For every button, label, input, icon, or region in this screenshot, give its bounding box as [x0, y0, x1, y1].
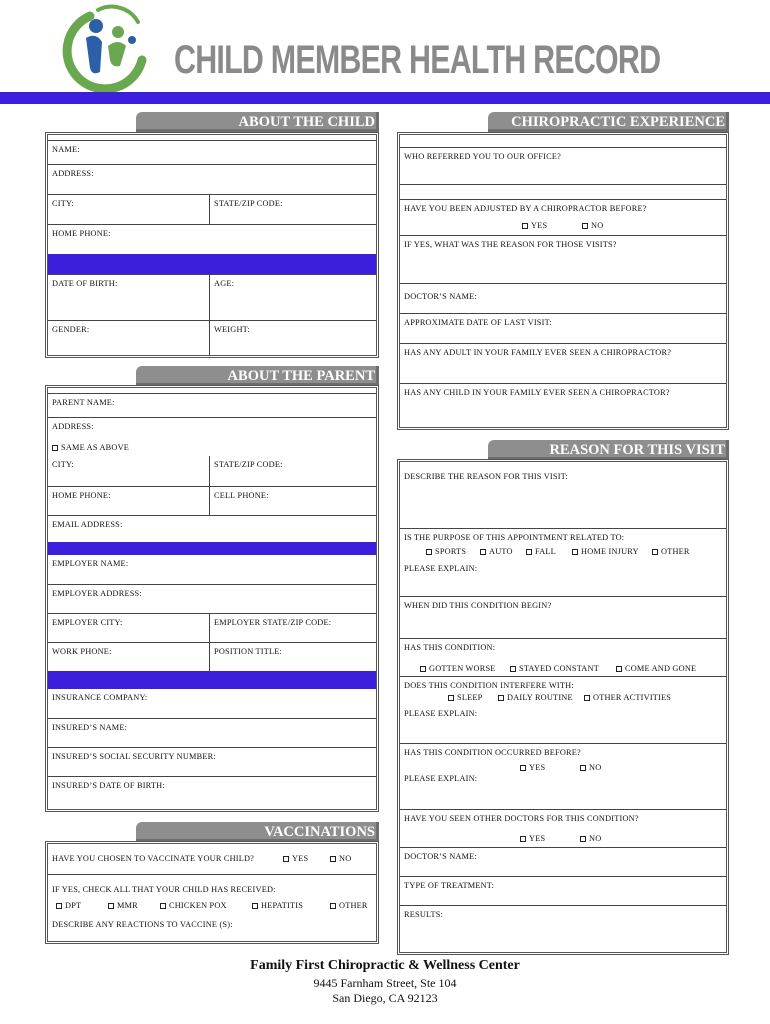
condition-constant-label: STAYED CONSTANT — [519, 664, 599, 673]
position-title-field[interactable] — [209, 643, 376, 671]
occurred-no-label: NO — [589, 763, 602, 772]
last-visit-date-field[interactable] — [400, 313, 726, 343]
child-city-field[interactable] — [48, 195, 209, 224]
parent-section-divider-2 — [48, 671, 376, 689]
insurance-company-field[interactable] — [48, 689, 376, 718]
occurred-before-row — [400, 743, 726, 809]
child-weight-label: WEIGHT: — [214, 325, 251, 334]
purpose-other-checkbox[interactable] — [652, 547, 690, 556]
tab-chiropractic-experience: CHIROPRACTIC EXPERIENCE — [488, 112, 729, 132]
employer-address-label: EMPLOYER ADDRESS: — [52, 589, 142, 598]
child-city-label: CITY: — [52, 199, 74, 208]
purpose-other-label: OTHER — [661, 547, 690, 556]
parent-state-zip-label: STATE/ZIP CODE: — [214, 460, 283, 469]
vaccine-chicken-pox-checkbox[interactable] — [160, 901, 227, 910]
child-home-phone-field[interactable] — [48, 224, 376, 254]
interfere-explain-label: PLEASE EXPLAIN: — [404, 709, 478, 718]
condition-progress-row — [400, 638, 726, 676]
interfere-daily-routine-label: DAILY ROUTINE — [507, 693, 573, 702]
checkbox-icon — [584, 695, 590, 701]
purpose-fall-checkbox[interactable] — [526, 547, 556, 556]
checkbox-icon — [498, 695, 504, 701]
checkbox-icon — [526, 549, 532, 555]
interfere-other-activities-checkbox[interactable] — [584, 693, 671, 702]
checkbox-icon — [52, 445, 58, 451]
interfere-daily-routine-checkbox[interactable] — [498, 693, 573, 702]
vaccine-other-checkbox[interactable] — [330, 901, 368, 910]
employer-name-label: EMPLOYER NAME: — [52, 559, 129, 568]
tab-about-the-parent: ABOUT THE PARENT — [136, 366, 379, 386]
occurred-yes-label: YES — [529, 763, 546, 772]
about-parent-panel — [45, 385, 379, 812]
parent-email-field[interactable] — [48, 515, 376, 542]
referred-by-field[interactable] — [400, 147, 726, 184]
tab-reason-for-this-visit: REASON FOR THIS VISIT — [488, 440, 729, 460]
treatment-results-label: RESULTS: — [404, 910, 444, 919]
other-doctors-label: HAVE YOU SEEN OTHER DOCTORS FOR THIS CONDITION? — [404, 814, 639, 823]
parent-cell-phone-label: CELL PHONE: — [214, 491, 269, 500]
purpose-sports-checkbox[interactable] — [426, 547, 466, 556]
employer-city-field[interactable] — [48, 614, 209, 642]
purpose-auto-checkbox[interactable] — [480, 547, 513, 556]
insureds-dob-label: INSURED’S DATE OF BIRTH: — [52, 781, 165, 790]
other-doctors-yes-label: YES — [529, 834, 546, 843]
reason-previous-visits-label: IF YES, WHAT WAS THE REASON FOR THOSE VISITS? — [404, 240, 617, 249]
page-title: CHILD MEMBER HEALTH RECORD — [174, 38, 661, 82]
condition-worse-label: GOTTEN WORSE — [429, 664, 496, 673]
same-as-above-label: SAME AS ABOVE — [61, 443, 130, 452]
vaccinate-question-label: HAVE YOU CHOSEN TO VACCINATE YOUR CHILD? — [52, 854, 255, 863]
last-visit-date-label: APPROXIMATE DATE OF LAST VISIT: — [404, 318, 552, 327]
child-family-chiro-field[interactable] — [400, 383, 726, 427]
vaccine-other-label: OTHER — [339, 901, 368, 910]
employer-address-field[interactable] — [48, 584, 376, 613]
checkbox-icon — [426, 549, 432, 555]
tab-about-the-child: ABOUT THE CHILD — [136, 112, 379, 132]
insureds-ssn-field[interactable] — [48, 747, 376, 776]
checkbox-icon — [56, 903, 62, 909]
condition-progress-label: HAS THIS CONDITION: — [404, 643, 496, 652]
other-doctor-name-field[interactable] — [400, 847, 726, 876]
vaccine-hepatitis-checkbox[interactable] — [252, 901, 303, 910]
child-section-divider — [48, 254, 376, 274]
child-gender-label: GENDER: — [52, 325, 90, 334]
interfere-other-activities-label: OTHER ACTIVITIES — [593, 693, 672, 702]
vaccine-chicken-pox-label: CHICKEN POX — [169, 901, 227, 910]
adult-family-chiro-label: HAS ANY ADULT IN YOUR FAMILY EVER SEEN A CHIROPRACTOR? — [404, 348, 672, 357]
child-address-label: ADDRESS: — [52, 169, 94, 178]
vaccine-hepatitis-label: HEPATITIS — [261, 901, 304, 910]
employer-city-label: EMPLOYER CITY: — [52, 618, 123, 627]
occurred-before-label: HAS THIS CONDITION OCCURRED BEFORE? — [404, 748, 581, 757]
work-phone-field[interactable] — [48, 643, 209, 671]
purpose-auto-label: AUTO — [489, 547, 513, 556]
parent-city-label: CITY: — [52, 460, 74, 469]
checkbox-icon — [572, 549, 578, 555]
employer-state-zip-field[interactable] — [209, 614, 376, 642]
child-age-field[interactable] — [209, 275, 376, 320]
other-doctors-yes-checkbox[interactable] — [520, 834, 545, 843]
child-state-zip-field[interactable] — [209, 195, 376, 224]
footer-clinic-name: Family First Chiropractic & Wellness Center — [250, 958, 520, 973]
previous-doctor-name-label: DOCTOR’S NAME: — [404, 292, 477, 301]
checkbox-icon — [420, 666, 426, 672]
tab-vaccinations: VACCINATIONS — [136, 822, 379, 842]
reason-previous-visits-field[interactable] — [400, 235, 726, 283]
vaccine-reactions-field[interactable] — [48, 912, 376, 941]
other-doctors-no-checkbox[interactable] — [580, 834, 601, 843]
header-accent-bar — [0, 92, 770, 104]
adjusted-before-row — [400, 199, 726, 235]
vaccinate-yes-label: YES — [292, 854, 309, 863]
purpose-home-injury-label: HOME INJURY — [581, 547, 639, 556]
checkbox-icon — [108, 903, 114, 909]
vaccine-dpt-label: DPT — [65, 901, 82, 910]
parent-state-zip-field[interactable] — [209, 456, 376, 486]
visit-reason-label: DESCRIBE THE REASON FOR THIS VISIT: — [404, 472, 569, 481]
condition-begin-field[interactable] — [400, 596, 726, 638]
child-home-phone-label: HOME PHONE: — [52, 229, 111, 238]
condition-interfere-label: DOES THIS CONDITION INTERFERE WITH: — [404, 681, 574, 690]
employer-state-zip-label: EMPLOYER STATE/ZIP CODE: — [214, 618, 332, 627]
child-family-chiro-label: HAS ANY CHILD IN YOUR FAMILY EVER SEEN A CHIROPRACTOR? — [404, 388, 670, 397]
checkbox-icon — [283, 856, 289, 862]
visit-reason-field[interactable] — [400, 462, 726, 528]
insureds-name-field[interactable] — [48, 718, 376, 747]
parent-address-field[interactable] — [48, 417, 376, 461]
condition-begin-label: WHEN DID THIS CONDITION BEGIN? — [404, 601, 552, 610]
checkbox-icon — [448, 695, 454, 701]
occurred-yes-checkbox[interactable] — [520, 763, 545, 772]
footer-street-address: 9445 Farnham Street, Ste 104 — [313, 976, 457, 990]
adjusted-yes-checkbox[interactable] — [522, 221, 547, 230]
employer-name-field[interactable] — [48, 555, 376, 584]
vaccinate-no-label: NO — [339, 854, 352, 863]
checkbox-icon — [520, 836, 526, 842]
appointment-purpose-row — [400, 528, 726, 596]
checkbox-icon — [652, 549, 658, 555]
purpose-home-injury-checkbox[interactable] — [572, 547, 639, 556]
treatment-type-label: TYPE OF TREATMENT: — [404, 881, 495, 890]
child-dob-label: DATE OF BIRTH: — [52, 279, 118, 288]
treatment-results-field[interactable] — [400, 905, 726, 952]
parent-city-field[interactable] — [48, 456, 209, 486]
appointment-purpose-label: IS THE PURPOSE OF THIS APPOINTMENT RELATED TO: — [404, 533, 625, 542]
footer-city-address: San Diego, CA 92123 — [332, 991, 438, 1005]
checkbox-icon — [520, 765, 526, 771]
checkbox-icon — [616, 666, 622, 672]
insureds-name-label: INSURED’S NAME: — [52, 723, 128, 732]
parent-email-label: EMAIL ADDRESS: — [52, 520, 123, 529]
condition-interfere-row — [400, 676, 726, 743]
parent-section-divider-1 — [48, 542, 376, 555]
checkbox-icon — [510, 666, 516, 672]
vaccinations-panel — [45, 841, 379, 944]
checkbox-icon — [580, 765, 586, 771]
checkbox-icon — [522, 223, 528, 229]
adjusted-yes-label: YES — [531, 221, 548, 230]
checkbox-icon — [160, 903, 166, 909]
vaccine-dpt-checkbox[interactable] — [56, 901, 81, 910]
child-name-label: NAME: — [52, 145, 80, 154]
vaccines-received-label: IF YES, CHECK ALL THAT YOUR CHILD HAS RECEIVED: — [52, 885, 276, 894]
child-name-field[interactable] — [48, 140, 376, 164]
adjusted-no-label: NO — [591, 221, 604, 230]
child-dob-field[interactable] — [48, 275, 209, 320]
purpose-sports-label: SPORTS — [435, 547, 467, 556]
insurance-company-label: INSURANCE COMPANY: — [52, 693, 148, 702]
interfere-sleep-checkbox[interactable] — [448, 693, 482, 702]
child-weight-field[interactable] — [209, 321, 376, 355]
condition-come-gone-checkbox[interactable] — [616, 664, 696, 673]
other-doctors-row — [400, 809, 726, 847]
previous-doctor-name-field[interactable] — [400, 283, 726, 313]
interfere-sleep-label: SLEEP — [457, 693, 483, 702]
other-doctor-name-label: DOCTOR’S NAME: — [404, 852, 477, 861]
referred-by-label: WHO REFERRED YOU TO OUR OFFICE? — [404, 152, 562, 161]
purpose-fall-label: FALL — [535, 547, 556, 556]
child-age-label: AGE: — [214, 279, 235, 288]
vaccine-mmr-label: MMR — [117, 901, 138, 910]
reason-visit-panel — [397, 459, 729, 955]
occurred-explain-label: PLEASE EXPLAIN: — [404, 774, 478, 783]
other-doctors-no-label: NO — [589, 834, 602, 843]
parent-cell-phone-field[interactable] — [209, 487, 376, 515]
checkbox-icon — [480, 549, 486, 555]
vaccinate-question-row — [48, 844, 376, 874]
parent-name-field[interactable] — [48, 393, 376, 417]
treatment-type-field[interactable] — [400, 876, 726, 905]
parent-home-phone-label: HOME PHONE: — [52, 491, 111, 500]
purpose-explain-label: PLEASE EXPLAIN: — [404, 564, 478, 573]
child-state-zip-label: STATE/ZIP CODE: — [214, 199, 283, 208]
checkbox-icon — [330, 856, 336, 862]
vaccinate-yes-checkbox[interactable] — [283, 854, 308, 863]
checkbox-icon — [330, 903, 336, 909]
adjusted-no-checkbox[interactable] — [582, 221, 603, 230]
checkbox-icon — [252, 903, 258, 909]
vaccinate-no-checkbox[interactable] — [330, 854, 351, 863]
clinic-logo — [60, 2, 152, 94]
checkbox-icon — [582, 223, 588, 229]
occurred-no-checkbox[interactable] — [580, 763, 601, 772]
adult-family-chiro-field[interactable] — [400, 343, 726, 383]
condition-constant-checkbox[interactable] — [510, 664, 599, 673]
insureds-dob-field[interactable] — [48, 776, 376, 809]
same-as-above-checkbox[interactable] — [52, 443, 129, 452]
insureds-ssn-label: INSURED’S SOCIAL SECURITY NUMBER: — [52, 752, 216, 761]
about-child-panel — [45, 132, 379, 358]
parent-address-label: ADDRESS: — [52, 422, 94, 431]
child-gender-field[interactable] — [48, 321, 209, 355]
condition-come-gone-label: COME AND GONE — [625, 664, 697, 673]
condition-worse-checkbox[interactable] — [420, 664, 496, 673]
parent-name-label: PARENT NAME: — [52, 398, 115, 407]
chiro-experience-panel — [397, 132, 729, 430]
position-title-label: POSITION TITLE: — [214, 647, 283, 656]
work-phone-label: WORK PHONE: — [52, 647, 112, 656]
parent-home-phone-field[interactable] — [48, 487, 209, 515]
checkbox-icon — [580, 836, 586, 842]
referred-by-extra-line[interactable] — [400, 184, 726, 199]
child-address-field[interactable] — [48, 164, 376, 194]
adjusted-before-label: HAVE YOU BEEN ADJUSTED BY A CHIROPRACTOR BEFORE? — [404, 204, 647, 213]
vaccine-reactions-label: DESCRIBE ANY REACTIONS TO VACCINE (S): — [52, 920, 233, 929]
vaccine-mmr-checkbox[interactable] — [108, 901, 138, 910]
